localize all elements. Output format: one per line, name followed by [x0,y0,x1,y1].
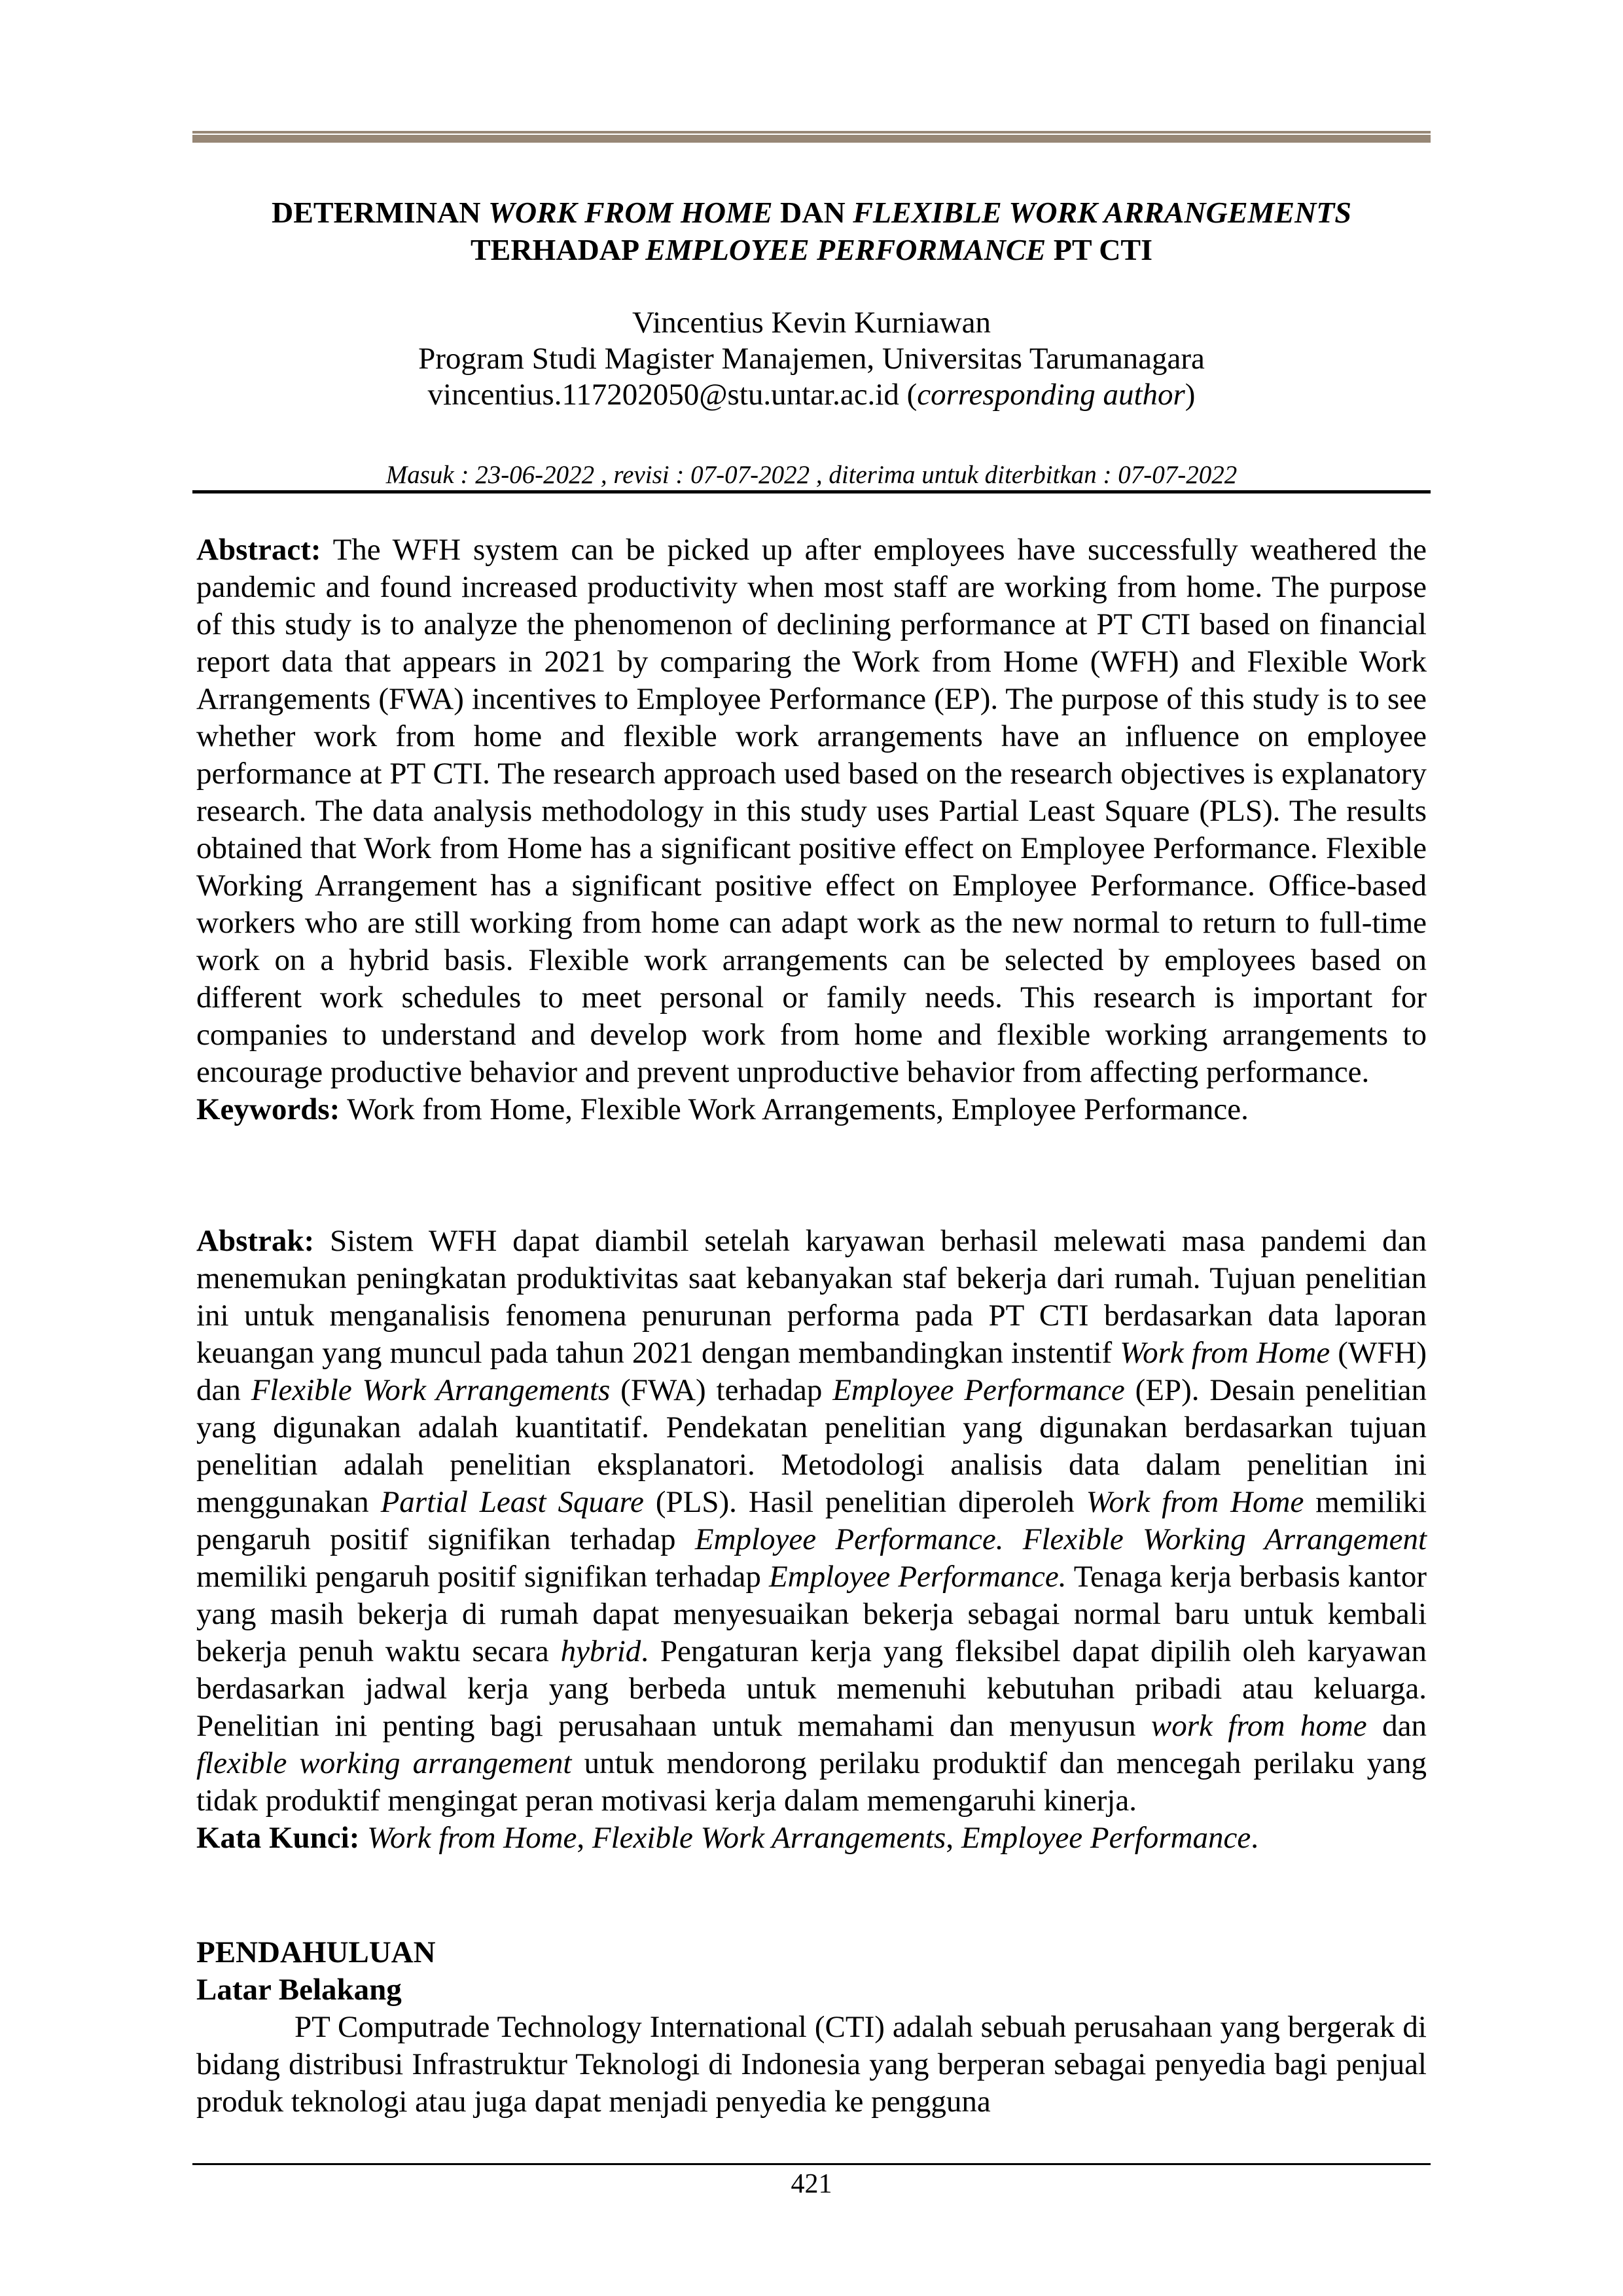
abstract-english [196,531,1427,1128]
footer-rule [192,2163,1431,2165]
author-email[interactable]: vincentius.117202050@stu.untar.ac.id [427,378,899,412]
author-name: Vincentius Kevin Kurniawan [632,306,991,340]
title-line-2: TERHADAP EMPLOYEE PERFORMANCE PT CTI [470,233,1153,266]
paper-title [192,194,1431,268]
keywords-label: Keywords: [196,1092,340,1126]
author-block [192,305,1431,413]
submission-dates: Masuk : 23-06-2022 , revisi : 07-07-2022 , diterima untuk diterbitkan : 07-07-2022 [385,461,1238,489]
corresponding-author-note: corresponding author [917,378,1185,412]
body-paragraph: PT Computrade Technology International (CTI) adalah sebuah perusahaan yang bergerak di bidang distribusi Infrastruktur Teknologi di Indonesia yang berperan sebagai penyedia bagi penjual produk teknologi atau juga dapat menjadi penyedia ke pengguna [196,2010,1427,2119]
section-pendahuluan [196,1934,1427,2121]
page-number: 421 [791,2169,832,2199]
title-line-1: DETERMINAN WORK FROM HOME DAN FLEXIBLE WORK ARRANGEMENTS [272,196,1351,229]
abstract-label: Abstract: [196,533,321,567]
header-rule-thin [192,131,1431,134]
author-email-line: vincentius.117202050@stu.untar.ac.id (corresponding author) [427,378,1196,412]
abstrak-paragraph: Abstrak: Sistem WFH dapat diambil setelah karyawan berhasil melewati masa pandemi dan menemukan peningkatan produktivitas saat kebanyakan staf bekerja dari rumah. Tujuan penelitian ini untuk menganalisis fenomena penurunan performa pada PT CTI berdasarkan data laporan keuangan yang muncul pada tahun 2021 dengan membandingkan instentif Work from Home (WFH) dan Flexible Work Arrangements (FWA) terhadap Employee Performance (EP). Desain penelitian yang digunakan adalah kuantitatif. Pendekatan penelitian yang digunakan berdasarkan tujuan penelitian adalah penelitian eksplanatori. Metodologi analisis data dalam penelitian ini menggunakan Partial Least Square (PLS). Hasil penelitian diperoleh Work from Home memiliki pengaruh positif signifikan terhadap Employee Performance. Flexible Working Arrangement memiliki pengaruh positif signifikan terhadap Employee Performance. Tenaga kerja berbasis kantor yang masih bekerja di rumah dapat menyesuaikan bekerja sebagai normal baru untuk kembali bekerja penuh waktu secara hybrid. Pengaturan kerja yang fleksibel dapat dipilih oleh karyawan berdasarkan jadwal kerja yang berbeda untuk memenuhi kebutuhan pribadi atau keluarga. Penelitian ini penting bagi perusahaan untuk memahami dan menyusun work from home dan flexible working arrangement untuk mendorong perilaku produktif dan mencegah perilaku yang tidak produktif mengingat peran motivasi kerja dalam memengaruhi kinerja. [196,1224,1427,1818]
kata-kunci-line: Kata Kunci: Work from Home, Flexible Work Arrangements, Employee Performance. [196,1821,1258,1855]
keywords-line: Keywords: Work from Home, Flexible Work Arrangements, Employee Performance. [196,1092,1249,1126]
author-affiliation: Program Studi Magister Manajemen, Universitas Tarumanagara [418,342,1205,376]
abstrak-label: Abstrak: [196,1224,315,1258]
subsection-heading: Latar Belakang [196,1973,402,2007]
header-rule-thick [192,135,1431,143]
abstract-paragraph: Abstract: The WFH system can be picked up after employees have successfully weathered the pandemic and found increased productivity when most staff are working from home. The purpose of this study is to analyze the phenomenon of declining performance at PT CTI based on financial report data that appears in 2021 by comparing the Work from Home (WFH) and Flexible Work Arrangements (FWA) incentives to Employee Performance (EP). The purpose of this study is to see whether work from home and flexible work arrangements have an influence on employee performance at PT CTI. The research approach used based on the research objectives is explanatory research. The data analysis methodology in this study uses Partial Least Square (PLS). The results obtained that Work from Home has a significant positive effect on Employee Performance. Flexible Working Arrangement has a significant positive effect on Employee Performance. Office-based workers who are still working from home can adapt work as the new normal to return to full-time work on a hybrid basis. Flexible work arrangements can be selected by employees based on different work schedules to meet personal or family needs. This research is important for companies to understand and develop work from home and flexible working arrangements to encourage productive behavior and prevent unproductive behavior from affecting performance. [196,533,1427,1089]
header-divider [192,490,1431,493]
abstract-indonesian [196,1223,1427,1857]
kata-kunci-label: Kata Kunci: [196,1821,360,1855]
section-heading: PENDAHULUAN [196,1935,436,1969]
